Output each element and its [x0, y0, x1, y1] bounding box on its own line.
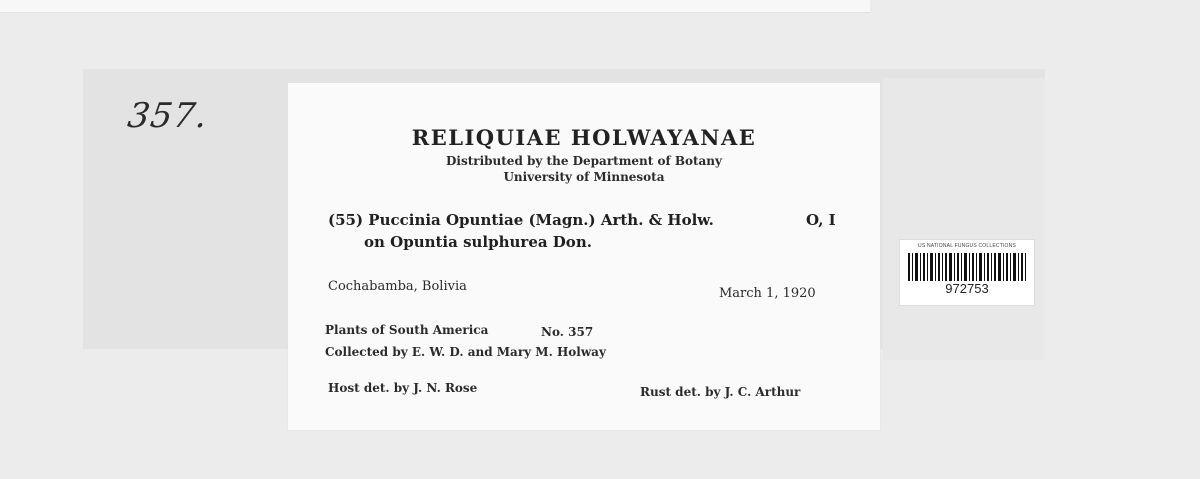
species-name: (55) Puccinia Opuntiae (Magn.) Arth. & Holw.	[328, 211, 714, 229]
distribution-note	[288, 153, 880, 185]
series-number: No. 357	[541, 325, 594, 339]
spore-stages: O, I	[806, 211, 836, 229]
label-title: RELIQUIAE HOLWAYANAE	[411, 125, 757, 150]
host-determiner: Host det. by J. N. Rose	[328, 381, 478, 395]
handwritten-specimen-number: 357.	[125, 96, 211, 136]
distribution-line-university: University of Minnesota	[503, 170, 665, 184]
collectors: Collected by E. W. D. and Mary M. Holway	[325, 345, 606, 359]
distribution-line-department: Distributed by the Department of Botany	[446, 154, 722, 168]
collection-date: March 1, 1920	[719, 286, 816, 301]
barcode-caption: US NATIONAL FUNGUS COLLECTIONS	[918, 243, 1016, 249]
barcode-label	[899, 239, 1035, 306]
rust-determiner: Rust det. by J. C. Arthur	[640, 385, 801, 399]
collection-locality: Cochabamba, Bolivia	[328, 279, 467, 294]
barcode-icon	[908, 253, 1026, 281]
herbarium-label	[288, 83, 880, 430]
host-plant: on Opuntia sulphurea Don.	[364, 233, 592, 251]
series-name: Plants of South America	[325, 323, 489, 337]
adjacent-sheet-edge	[0, 0, 870, 13]
barcode-number: 972753	[945, 281, 989, 296]
packet-flap	[883, 78, 1045, 360]
